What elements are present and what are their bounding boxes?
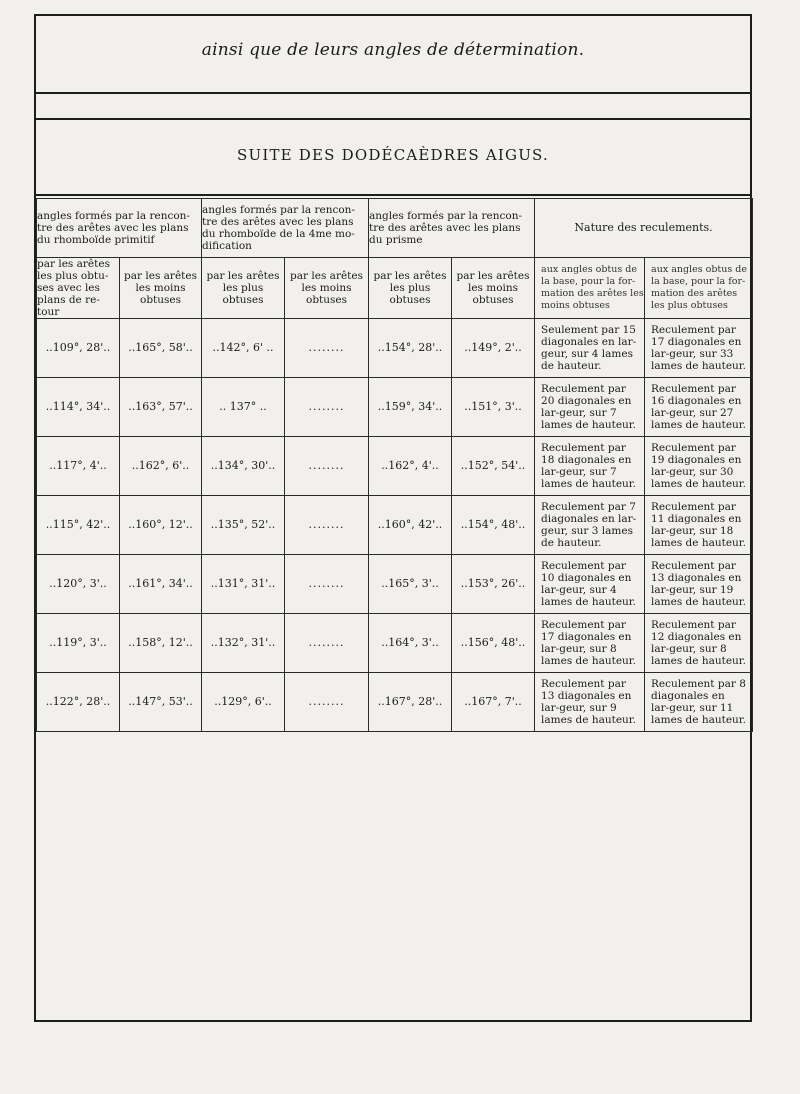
angle-cell: ..162°, 6'.. <box>120 437 202 496</box>
angle-cell: ..149°, 2'.. <box>452 319 535 378</box>
reculement-cell: Reculement par 13 diagonales en lar-geur, sur 19 lames de hauteur. <box>645 555 753 614</box>
divider-rule <box>34 118 752 120</box>
angle-cell: ..165°, 58'.. <box>120 319 202 378</box>
angle-cell: ..134°, 30'.. <box>202 437 285 496</box>
angle-cell: ..142°, 6' .. <box>202 319 285 378</box>
angle-cell: ..114°, 34'.. <box>37 378 120 437</box>
subheader-cell: aux angles obtus de la base, pour la for-mation des arêtes les plus obtuses <box>645 258 753 319</box>
reculement-cell: Reculement par 13 diagonales en lar-geur, sur 9 lames de hauteur. <box>535 673 645 732</box>
reculement-cell: Reculement par 12 diagonales en lar-geur, sur 8 lames de hauteur. <box>645 614 753 673</box>
subheader-cell: par les arêtes les moins obtuses <box>120 258 202 319</box>
table-row <box>37 319 753 378</box>
reculement-cell: Reculement par 18 diagonales en lar-geur, sur 7 lames de hauteur. <box>535 437 645 496</box>
header-row-sub <box>37 258 753 319</box>
divider-rule <box>34 92 752 94</box>
angle-cell: ..167°, 7'.. <box>452 673 535 732</box>
page-subtitle: ainsi que de leurs angles de détermination. <box>201 40 585 60</box>
reculement-cell: Reculement par 10 diagonales en lar-geur, sur 4 lames de hauteur. <box>535 555 645 614</box>
angle-cell: ........ <box>285 614 369 673</box>
angle-cell: ..135°, 52'.. <box>202 496 285 555</box>
angle-cell: ..162°, 4'.. <box>369 437 452 496</box>
angle-cell: ..160°, 12'.. <box>120 496 202 555</box>
table-row <box>37 673 753 732</box>
angle-cell: ..117°, 4'.. <box>37 437 120 496</box>
angle-cell: ..151°, 3'.. <box>452 378 535 437</box>
angle-cell: ..153°, 26'.. <box>452 555 535 614</box>
reculement-cell: Reculement par 11 diagonales en lar-geur, sur 18 lames de hauteur. <box>645 496 753 555</box>
table-row <box>37 496 753 555</box>
angle-cell: ..115°, 42'.. <box>37 496 120 555</box>
angle-cell: ..152°, 54'.. <box>452 437 535 496</box>
subheader-cell: par les arêtes les plus obtu-ses avec les plans de re-tour <box>37 258 120 319</box>
angle-cell: ..165°, 3'.. <box>369 555 452 614</box>
subheader-cell: par les arêtes les plus obtuses <box>202 258 285 319</box>
subheader-cell: par les arêtes les plus obtuses <box>369 258 452 319</box>
table-row <box>37 378 753 437</box>
reculement-cell: Reculement par 8 diagonales en lar-geur, sur 11 lames de hauteur. <box>645 673 753 732</box>
angle-cell: ........ <box>285 378 369 437</box>
angle-cell: ........ <box>285 673 369 732</box>
angle-cell: ........ <box>285 319 369 378</box>
header-group-nature: Nature des reculements. <box>535 199 753 258</box>
subheader-cell: par les arêtes les moins obtuses <box>452 258 535 319</box>
angle-cell: ..109°, 28'.. <box>37 319 120 378</box>
angle-cell: ........ <box>285 496 369 555</box>
table-heading: SUITE DES DODÉCAÈDRES AIGUS. <box>237 146 549 164</box>
angle-cell: ..122°, 28'.. <box>37 673 120 732</box>
angle-cell: ..159°, 34'.. <box>369 378 452 437</box>
reculement-cell: Reculement par 16 diagonales en lar-geur, sur 27 lames de hauteur. <box>645 378 753 437</box>
header-row-groups <box>37 199 753 258</box>
angle-cell: ..154°, 48'.. <box>452 496 535 555</box>
reculement-cell: Reculement par 17 diagonales en lar-geur, sur 8 lames de hauteur. <box>535 614 645 673</box>
angle-cell: ..147°, 53'.. <box>120 673 202 732</box>
reculement-cell: Reculement par 17 diagonales en lar-geur, sur 33 lames de hauteur. <box>645 319 753 378</box>
dodecahedra-table <box>36 198 753 732</box>
table-row <box>37 555 753 614</box>
reculement-cell: Reculement par 20 diagonales en lar-geur, sur 7 lames de hauteur. <box>535 378 645 437</box>
angle-cell: ..158°, 12'.. <box>120 614 202 673</box>
divider-rule <box>34 194 752 196</box>
header-group-prism: angles formés par la rencon-tre des arêtes avec les plans du prisme <box>369 199 535 258</box>
subheader-cell: par les arêtes les moins obtuses <box>285 258 369 319</box>
angle-cell: ..154°, 28'.. <box>369 319 452 378</box>
subheader-cell: aux angles obtus de la base, pour la for-mation des arêtes les moins obtuses <box>535 258 645 319</box>
angle-cell: ........ <box>285 555 369 614</box>
angle-cell: ..120°, 3'.. <box>37 555 120 614</box>
table-row <box>37 437 753 496</box>
angle-cell: ..132°, 31'.. <box>202 614 285 673</box>
angle-cell: ..131°, 31'.. <box>202 555 285 614</box>
table-row <box>37 614 753 673</box>
angle-cell: .. 137° .. <box>202 378 285 437</box>
angle-cell: ..164°, 3'.. <box>369 614 452 673</box>
angle-cell: ........ <box>285 437 369 496</box>
angle-cell: ..156°, 48'.. <box>452 614 535 673</box>
reculement-cell: Seulement par 15 diagonales en lar-geur, sur 4 lames de hauteur. <box>535 319 645 378</box>
header-group-fourth-mod: angles formés par la rencon-tre des arêtes avec les plans du rhomboïde de la 4me mo-dification <box>202 199 369 258</box>
angle-cell: ..119°, 3'.. <box>37 614 120 673</box>
angle-cell: ..160°, 42'.. <box>369 496 452 555</box>
angle-cell: ..129°, 6'.. <box>202 673 285 732</box>
reculement-cell: Reculement par 19 diagonales en lar-geur, sur 30 lames de hauteur. <box>645 437 753 496</box>
angle-cell: ..163°, 57'.. <box>120 378 202 437</box>
reculement-cell: Reculement par 7 diagonales en lar-geur, sur 3 lames de hauteur. <box>535 496 645 555</box>
angle-cell: ..161°, 34'.. <box>120 555 202 614</box>
header-group-primitive: angles formés par la rencon-tre des arêtes avec les plans du rhomboïde primitif <box>37 199 202 258</box>
angle-cell: ..167°, 28'.. <box>369 673 452 732</box>
